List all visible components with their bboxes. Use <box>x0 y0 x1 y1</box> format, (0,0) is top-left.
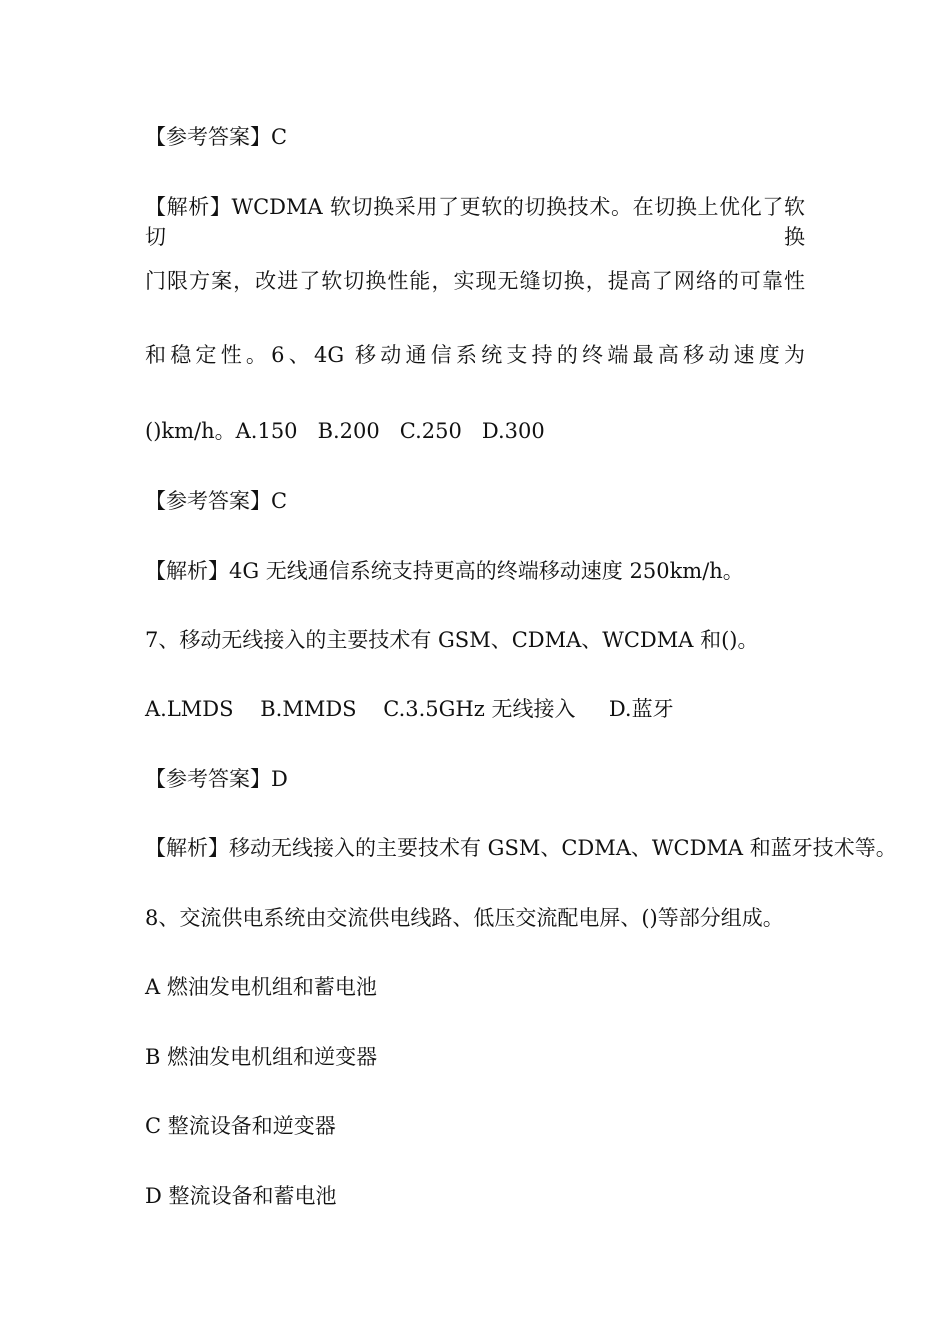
explanation-q7: 【解析】移动无线接入的主要技术有 GSM、CDMA、WCDMA 和蓝牙技术等。 <box>145 836 897 860</box>
explanation-q5-line-2: 门限方案，改进了软切换性能，实现无缝切换，提高了网络的可靠性 <box>145 269 805 293</box>
explanation-q6: 【解析】4G 无线通信系统支持更高的终端移动速度 250km/h。 <box>145 559 744 583</box>
answer-label-q6: 【参考答案】C <box>145 489 288 513</box>
explanation-q5-line-1: 【解析】WCDMA 软切换采用了更软的切换技术。在切换上优化了软切换 <box>145 195 805 249</box>
question-8-option-a: A 燃油发电机组和蓄电池 <box>145 975 377 999</box>
question-8-option-c: C 整流设备和逆变器 <box>145 1114 336 1138</box>
answer-label-q5: 【参考答案】C <box>145 125 288 149</box>
question-6-line-1: 和稳定性。6、4G 移动通信系统支持的终端最高移动速度为 <box>145 343 805 367</box>
question-7-options: A.LMDS B.MMDS C.3.5GHz 无线接入 D.蓝牙 <box>145 697 674 721</box>
question-8-option-b: B 燃油发电机组和逆变器 <box>145 1045 378 1069</box>
question-8-option-d: D 整流设备和蓄电池 <box>145 1184 337 1208</box>
question-8: 8、交流供电系统由交流供电线路、低压交流配电屏、()等部分组成。 <box>145 906 784 930</box>
question-7: 7、移动无线接入的主要技术有 GSM、CDMA、WCDMA 和()。 <box>145 628 759 652</box>
answer-label-q7: 【参考答案】D <box>145 767 288 791</box>
question-6-options: ()km/h。A.150 B.200 C.250 D.300 <box>145 419 545 443</box>
